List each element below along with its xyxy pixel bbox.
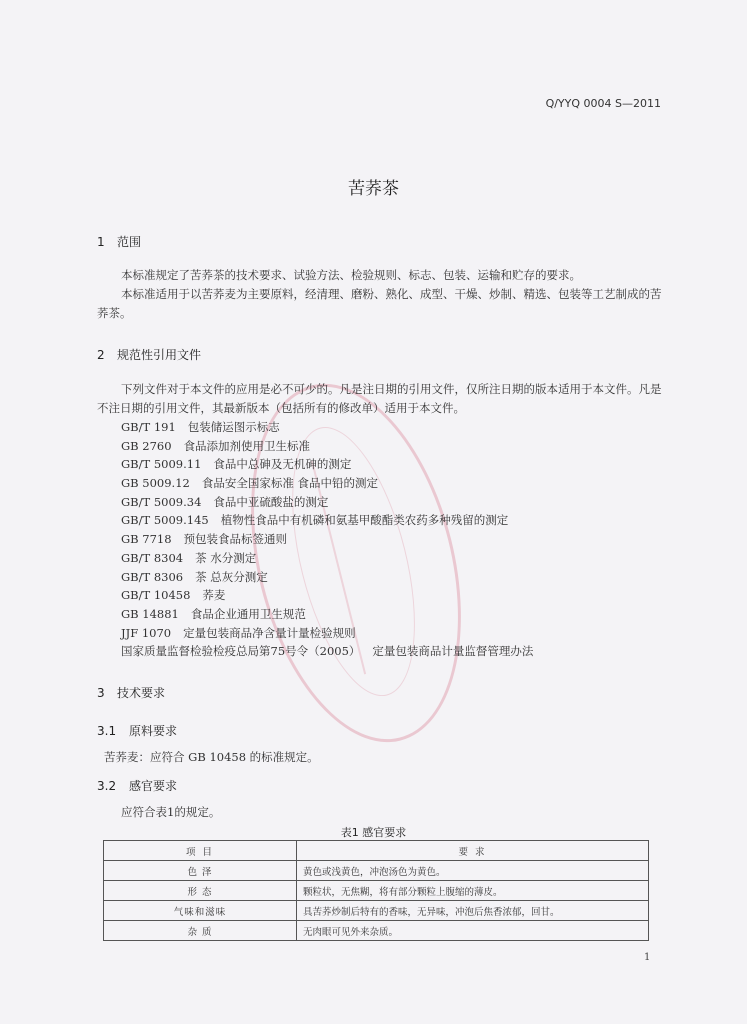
table-row: 色 泽 黄色或浅黄色，冲泡汤色为黄色。 (104, 861, 649, 881)
reference-list (121, 418, 533, 661)
reference-item: GB 2760 食品添加剂使用卫生标准 (121, 438, 311, 453)
scope-paragraph-2: 本标准适用于以苦荞麦为主要原料，经清理、磨粉、熟化、成型、干燥、炒制、精选、包装等工艺制成的苦荞茶。 (97, 287, 662, 320)
section-3-2-heading: 3.2 感官要求 (97, 779, 178, 793)
header-item: 项 目 (104, 841, 297, 861)
section-3-heading: 3 技术要求 (97, 686, 166, 700)
table-row: 形 态 颗粒状，无焦糊，将有部分颗粒上腹缩的薄皮。 (104, 881, 649, 901)
section-2-heading: 2 规范性引用文件 (97, 348, 202, 362)
reference-item: GB 7718 预包装食品标签通则 (121, 532, 288, 547)
sensory-requirements-table (103, 840, 649, 941)
document-title: 苦荞茶 (348, 179, 399, 199)
table-caption: 表1 感官要求 (340, 826, 407, 839)
scope-paragraph-1: 本标准规定了苦荞茶的技术要求、试验方法、检验规则、标志、包装、运输和贮存的要求。 (121, 268, 581, 282)
reference-item: GB/T 8306 茶 总灰分测定 (121, 569, 268, 584)
table-row: 气味和滋味 具苦荞炒制后特有的香味，无异味，冲泡后焦香浓郁，回甘。 (104, 901, 649, 921)
reference-item: GB/T 8304 茶 水分测定 (121, 550, 257, 565)
reference-item: GB/T 191 包装储运图示标志 (121, 420, 280, 434)
section-1-heading: 1 范围 (97, 235, 142, 249)
sensory-intro-text: 应符合表1的规定。 (121, 805, 221, 819)
table-header-row (104, 841, 649, 861)
raw-material-text: 苦荞麦：应符合 GB 10458 的标准规定。 (104, 750, 319, 764)
reference-item: GB 5009.12 食品安全国家标准 食品中铅的测定 (121, 476, 379, 491)
table-row: 杂 质 无肉眼可见外来杂质。 (104, 921, 649, 941)
reference-item: GB/T 5009.34 食品中亚硫酸盐的测定 (121, 494, 329, 509)
reference-item: JJF 1070 定量包装商品净含量计量检验规则 (121, 625, 356, 640)
section-3-1-heading: 3.1 原料要求 (97, 724, 178, 738)
reference-item: GB/T 5009.11 食品中总砷及无机砷的测定 (121, 457, 352, 472)
reference-item: 国家质量监督检验检疫总局第75号令（2005） 定量包装商品计量监督管理办法 (121, 644, 534, 659)
normative-intro: 下列文件对于本文件的应用是必不可少的。凡是注日期的引用文件，仅所注日期的版本适用于本文件。凡是不注日期的引用文件，其最新版本（包括所有的修改单）适用于本文件。 (97, 382, 662, 415)
reference-item: GB/T 10458 荞麦 (121, 588, 226, 603)
reference-item: GB/T 5009.145 植物性食品中有机磷和氨基甲酸酯类农药多种残留的测定 (121, 513, 509, 528)
reference-item: GB 14881 食品企业通用卫生规范 (121, 606, 306, 621)
standard-code: Q/YYQ 0004 S—2011 (545, 97, 661, 110)
header-requirement: 要 求 (297, 841, 649, 861)
page-number: 1 (644, 952, 651, 963)
